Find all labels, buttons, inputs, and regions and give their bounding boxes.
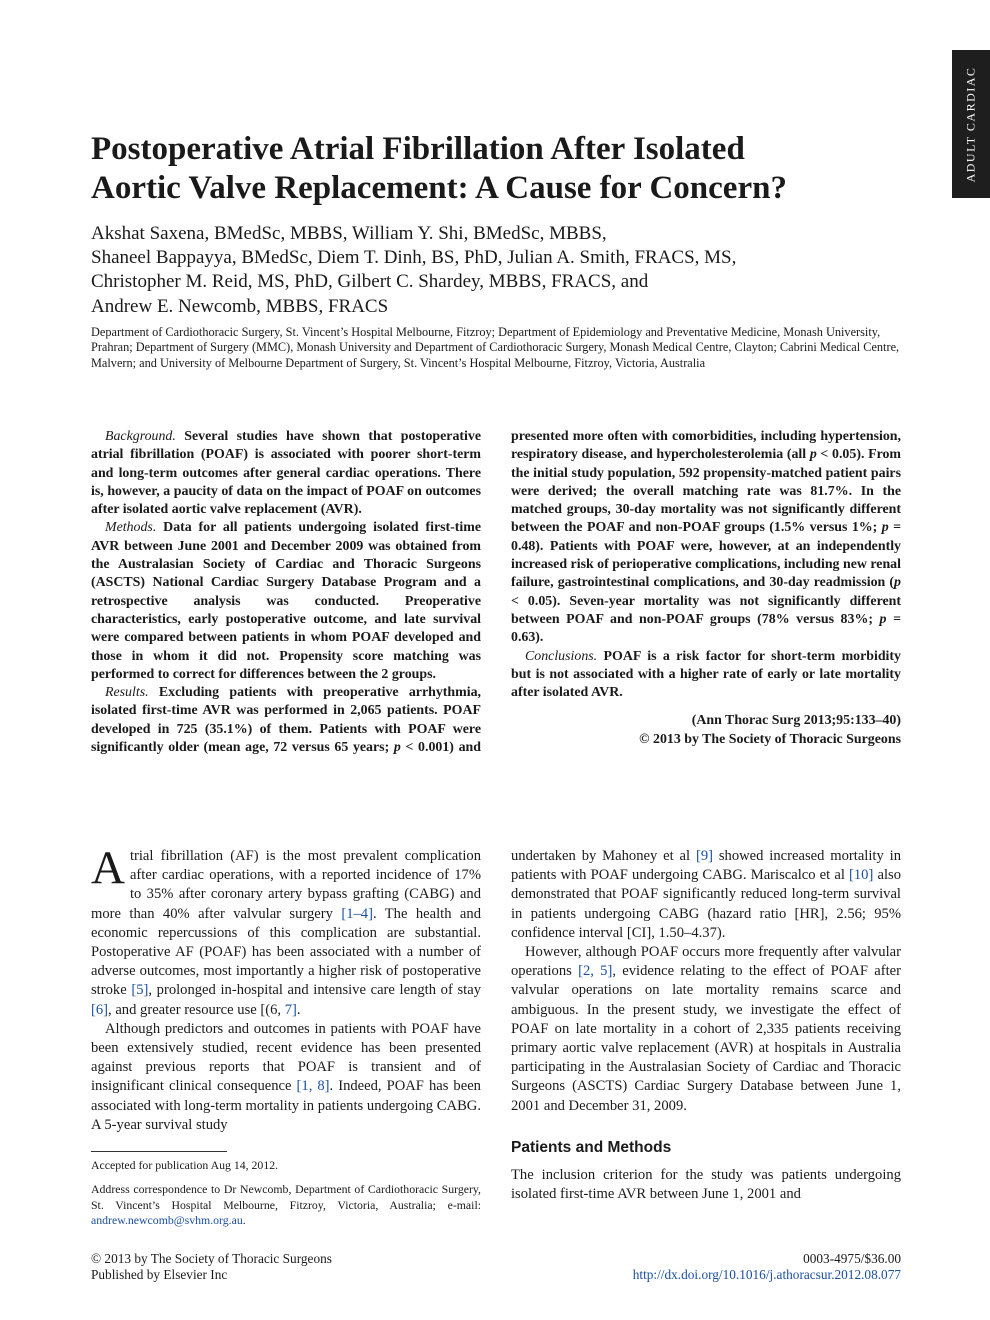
author-name: Akshat Saxena bbox=[91, 223, 205, 244]
journal-citation bbox=[511, 712, 901, 749]
author-name: Julian A. Smith bbox=[507, 247, 625, 269]
author-degrees: , BMedSc, bbox=[231, 247, 318, 269]
results-text: Excluding patients with preoperative arrhythmia, isolated first-time AVR was performed in 2,065 patients. POAF developed in 725 (35.1%) of them. Patients with POAF were significantly older (mean age, 72 versus 65 years; bbox=[91, 685, 481, 756]
author-name: Christopher M. Reid bbox=[91, 271, 248, 293]
article-title bbox=[91, 130, 871, 208]
paragraph-text: undertaken by Mahoney et al bbox=[511, 848, 696, 864]
correspondence-end: . bbox=[242, 1213, 246, 1227]
intro-paragraph-2 bbox=[91, 1020, 481, 1135]
title-line-2: Aortic Valve Replacement: A Cause for Concern? bbox=[91, 170, 787, 206]
reference-link[interactable]: 7] bbox=[284, 1001, 297, 1018]
intro-paragraph-4 bbox=[511, 943, 901, 1116]
section-tab bbox=[952, 50, 990, 198]
author-name: Andrew E. Newcomb bbox=[91, 295, 257, 317]
footer-publisher: Published by Elsevier Inc bbox=[91, 1267, 228, 1283]
intro-paragraph-3 bbox=[511, 847, 901, 943]
paragraph-text: , and greater resource use [(6, bbox=[108, 1001, 285, 1018]
body-column-right bbox=[511, 847, 901, 1204]
reference-link[interactable]: [9] bbox=[695, 848, 713, 864]
background-label: Background. bbox=[105, 429, 176, 444]
paragraph-text: However, although POAF occurs more frequently after valvular operations bbox=[511, 944, 901, 980]
author-degrees: , MS, PhD, bbox=[247, 271, 338, 293]
section-tab-label: ADULT CARDIAC bbox=[963, 66, 978, 182]
author-degrees: , BS, PhD, bbox=[421, 247, 508, 269]
p-symbol: p bbox=[809, 447, 817, 463]
methods-label: Methods. bbox=[105, 520, 157, 536]
abstract-copyright: © 2013 by The Society of Thoracic Surgeons bbox=[639, 731, 901, 747]
abstract-conclusions bbox=[511, 648, 901, 703]
author-name: Gilbert C. Shardey bbox=[337, 271, 480, 293]
reference-link[interactable]: [6] bbox=[91, 1001, 109, 1018]
citation-text: (Ann Thorac Surg 2013;95:133–40) bbox=[691, 713, 901, 729]
abstract-background bbox=[91, 428, 481, 519]
author-name: William Y. Shi bbox=[351, 223, 464, 244]
conclusions-label: Conclusions. bbox=[525, 648, 598, 664]
reference-link[interactable]: [5] bbox=[131, 982, 149, 999]
paragraph-text: also demonstrated that POAF significantly reduced long-term survival in patients undergoing CABG (hazard ratio [HR], 2.56; 95% confidence interval [CI], 1.50–4.37). bbox=[511, 867, 901, 941]
paragraph-text: . Indeed, POAF has been associated with long-term mortality in patients undergoing CABG. A 5-year survival study bbox=[91, 1078, 481, 1133]
author-degrees: , MBBS, FRACS, and bbox=[479, 271, 649, 293]
footer-right bbox=[633, 1251, 901, 1284]
p-symbol: p bbox=[879, 611, 887, 627]
body-column-left bbox=[91, 842, 481, 1135]
abstract bbox=[91, 428, 901, 757]
results-text: < 0.001) and presented more often with comorbidities, including hypertension, respiratory disease, and hypercholesterolemia (all bbox=[400, 429, 901, 756]
paragraph-text: , evidence relating to the effect of POAF after valvular operations on late mortality remains scarce and ambiguous. In the present study, we investigate the effect of POAF on late mortality in a cohort of 2,335 patients receiving primary aortic valve replacement (AVR) at hospitals in Australia participating in the Australasian Society of Cardiac and Thoracic Surgeons (ASCTS) Cardiac Surgery Database between June 1, 2001 and December 31, 2009. bbox=[511, 963, 901, 1114]
drop-cap: A bbox=[91, 842, 125, 894]
reference-link[interactable]: [1–4] bbox=[341, 905, 373, 922]
paragraph-text: , prolonged in-hospital and intensive care length of stay bbox=[148, 982, 481, 999]
affiliations: Department of Cardiothoracic Surgery, St. Vincent’s Hospital Melbourne, Fitzroy; Department of Epidemiology and Preventative Medicine, Monash University, Prahran; Department of Surgery (MMC), Monash University and Department of Cardiothoracic Surgery, Monash Medical Centre, Clayton; Cabrini Medical Centre, Malvern; and University of Melbourne Department of Surgery, St. Vincent’s Hospital Melbourne, Fitzroy, Victoria, Australia bbox=[91, 325, 900, 370]
author-degrees: , MBBS, FRACS bbox=[256, 295, 389, 317]
reference-link[interactable]: [2, 5] bbox=[578, 963, 613, 980]
intro-paragraph-1 bbox=[91, 842, 481, 1020]
paragraph-text: trial fibrillation (AF) is the most prevalent complication after cardiac operations, with a reported incidence of 17% to 35% after coronary artery bypass grafting (CABG) and more than 40% after valvular surgery bbox=[91, 848, 481, 922]
paragraph-text: Although predictors and outcomes in patients with POAF have been extensively studied, recent evidence has been presented against previous reports that POAF is transient and of insignificant clinical consequence bbox=[91, 1020, 481, 1095]
footnote-accepted bbox=[91, 1158, 481, 1174]
results-text: = 0.63). bbox=[511, 611, 901, 646]
author-degrees: , BMedSc, MBBS, bbox=[463, 223, 607, 244]
background-text: Several studies have shown that postoperative atrial fibrillation (POAF) is associated with poorer short-term and long-term outcomes after general cardiac operations. There is, however, a paucity of data on the impact of POAF on outcomes after isolated aortic valve replacement (AVR). bbox=[91, 429, 481, 518]
footnote-divider bbox=[91, 1151, 227, 1152]
results-text: = 0.48). Patients with POAF were, however, at an independently increased risk of perioperative complications, including new renal failure, gastrointestinal complications, and 30-day readmission ( bbox=[511, 520, 902, 591]
correspondence-address: Address correspondence to Dr Newcomb, Department of Cardiothoracic Surgery, St. Vincent’s Hospital Melbourne, Fitzroy, Victoria, Australia; e-mail: bbox=[91, 1182, 481, 1212]
footer-issn: 0003-4975/$36.00 bbox=[803, 1251, 901, 1266]
author-name: Diem T. Dinh bbox=[317, 247, 422, 269]
results-text: < 0.05). From the initial study population, 592 propensity-matched patient pairs were derived; the overall matching rate was 81.7%. In the matched groups, 30-day mortality was not significantly different between the POAF and non-POAF groups (1.5% versus 1%; bbox=[511, 447, 901, 536]
paragraph-text: showed increased mortality in patients with POAF undergoing CABG. Mariscalco et al bbox=[511, 848, 901, 884]
footer-left bbox=[91, 1251, 332, 1284]
footnote-correspondence bbox=[91, 1182, 481, 1229]
p-symbol: p bbox=[894, 575, 901, 591]
author-degrees: , FRACS, MS, bbox=[624, 247, 737, 269]
email-link[interactable]: andrew.newcomb@svhm.org.au bbox=[91, 1213, 243, 1227]
doi-link[interactable]: http://dx.doi.org/10.1016/j.athoracsur.2012.08.077 bbox=[632, 1267, 901, 1283]
reference-link[interactable]: [1, 8] bbox=[296, 1078, 330, 1095]
p-symbol: p bbox=[393, 740, 401, 756]
footer-copyright: © 2013 by The Society of Thoracic Surgeons bbox=[91, 1251, 332, 1266]
author-degrees: , BMedSc, MBBS, bbox=[204, 223, 352, 244]
results-text: < 0.05). Seven-year mortality was not significantly different between POAF and non-POAF groups (78% versus 83%; bbox=[511, 593, 901, 627]
paragraph-text: . The health and economic repercussions of this complication are substantial. Postoperative AF (POAF) has been associated with a number of adverse outcomes, most importantly a higher risk of postoperative stroke bbox=[91, 905, 481, 999]
paragraph-text: . bbox=[296, 1001, 301, 1018]
methods-text: Data for all patients undergoing isolated first-time AVR between June 2001 and December 2009 was obtained from the Australasian Society of Cardiac and Thoracic Surgeons (ASCTS) National Cardiac Surgery Database Program and a retrospective analysis was conducted. Preoperative characteristics, early postoperative outcome, and late survival were compared between patients in whom POAF developed and those in whom it did not. Propensity score matching was performed to correct for differences between the 2 groups. bbox=[91, 520, 481, 682]
section-heading: Patients and Methods bbox=[511, 1138, 672, 1156]
abstract-methods bbox=[91, 519, 481, 684]
author-name: Shaneel Bappayya bbox=[91, 247, 232, 269]
conclusions-text: POAF is a risk factor for short-term morbidity but is not associated with a higher rate of early or late mortality after isolated AVR. bbox=[511, 648, 901, 701]
author-list bbox=[91, 222, 891, 319]
p-symbol: p bbox=[881, 520, 889, 536]
methods-paragraph-1: The inclusion criterion for the study was patients undergoing isolated first-time AVR between June 1, 2001 and bbox=[511, 1167, 901, 1203]
results-label: Results. bbox=[105, 685, 149, 701]
title-line-1: Postoperative Atrial Fibrillation After Isolated bbox=[91, 131, 745, 167]
accepted-date: Accepted for publication Aug 14, 2012. bbox=[91, 1158, 279, 1172]
reference-link[interactable]: [10] bbox=[849, 867, 874, 884]
